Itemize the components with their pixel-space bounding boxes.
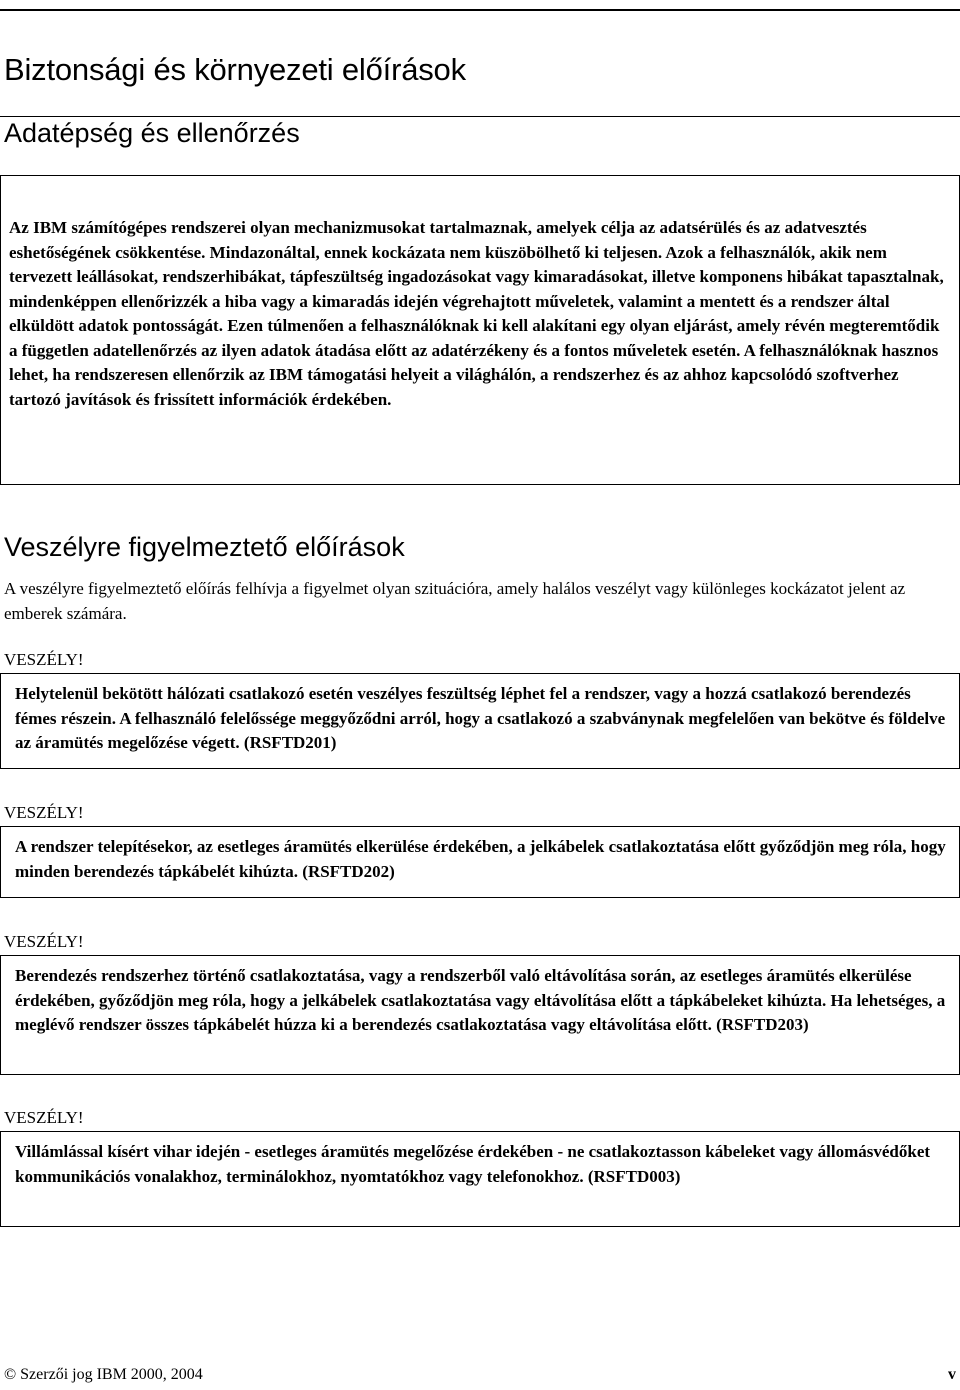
danger-label: VESZÉLY! bbox=[4, 1108, 84, 1127]
danger-label: VESZÉLY! bbox=[4, 650, 84, 669]
footer-page-number: v bbox=[948, 1366, 956, 1383]
top-rule bbox=[0, 9, 960, 11]
data-integrity-text: Az IBM számítógépes rendszerei olyan mechanizmusokat tartalmaznak, amelyek célja az adatsérülés és az adatvesztés eshetőségének csökkentése. Mindazonáltal, ennek kockázata nem küszöbölhető ki teljesen. Azok a felhasználók, akik nem tervezett leállásokat, rendszerhibákat, tápfeszültség ingadozásokat vagy kimaradásokat, illetve komponens hibákat tapasztalnak, mindenképpen ellenőrizzék a hiba vagy a kimaradás idején végrehajtott műveletek, valamint a mentett és a rendszer által elküldött adatok pontosságát. Ezen túlmenően a felhasználóknak ki kell alakítani egy olyan eljárást, amely révén megteremtődik a független adatellenőrzés az ilyen adatok átadása előtt az adatérzékeny és a fontos műveletek esetén. A felhasználóknak hasznos lehet, ha rendszeresen ellenőrzik az IBM támogatási helyeit a világhálón, a rendszerhez és az ahhoz kapcsolódó szoftverhez tartozó javítások és frissített információk érdekében. bbox=[9, 218, 944, 409]
section-heading-danger: Veszélyre figyelmeztető előírások bbox=[4, 532, 405, 562]
data-integrity-box bbox=[0, 175, 960, 485]
section-heading-data-integrity: Adatépség és ellenőrzés bbox=[4, 118, 300, 148]
footer-copyright: © Szerzői jog IBM 2000, 2004 bbox=[4, 1366, 203, 1383]
danger-notice-box bbox=[0, 673, 960, 769]
danger-notice-text: Villámlással kísért vihar idején - esetleges áramütés megelőzése érdekében - ne csatlakoztasson kábeleket vagy állomásvédőket kommunikációs vonalakhoz, terminálokhoz, nyomtatókhoz vagy telefonokhoz. (RSFTD003) bbox=[15, 1142, 931, 1186]
section-rule bbox=[0, 116, 960, 117]
danger-notice-box bbox=[0, 1131, 960, 1227]
danger-notice-text: Berendezés rendszerhez történő csatlakoztatása, vagy a rendszerből való eltávolítása során, az esetleges áramütés elkerülése érdekében, győződjön meg róla, hogy a jelkábelek csatlakoztatása vagy eltávolítása előtt a tápkábeleket kihúzta. Ha lehetséges, a meglévő rendszer összes tápkábelét húzza ki a berendezés csatlakoztatása vagy eltávolítása előtt. (RSFTD203) bbox=[15, 966, 946, 1034]
danger-label: VESZÉLY! bbox=[4, 932, 84, 951]
danger-notice-text: Helytelenül bekötött hálózati csatlakozó esetén veszélyes feszültség léphet fel a rendszer, vagy a hozzá csatlakozó berendezés fémes részein. A felhasználó felelőssége meggyőződni arról, hogy a csatlakozó a szabványnak megfelelően van bekötve és földelve az áramütés megelőzése végett. (RSFTD201) bbox=[15, 684, 946, 752]
danger-label: VESZÉLY! bbox=[4, 803, 84, 822]
page-title: Biztonsági és környezeti előírások bbox=[4, 52, 466, 87]
danger-intro: A veszélyre figyelmeztető előírás felhívja a figyelmet olyan szituációra, amely halálos veszélyt vagy különleges kockázatot jelent az emberek számára. bbox=[4, 579, 906, 623]
danger-notice-box bbox=[0, 826, 960, 898]
danger-notice-box bbox=[0, 955, 960, 1075]
danger-notice-text: A rendszer telepítésekor, az esetleges áramütés elkerülése érdekében, a jelkábelek csatlakoztatása előtt győződjön meg róla, hogy minden berendezés tápkábelét kihúzta. (RSFTD202) bbox=[15, 837, 946, 881]
